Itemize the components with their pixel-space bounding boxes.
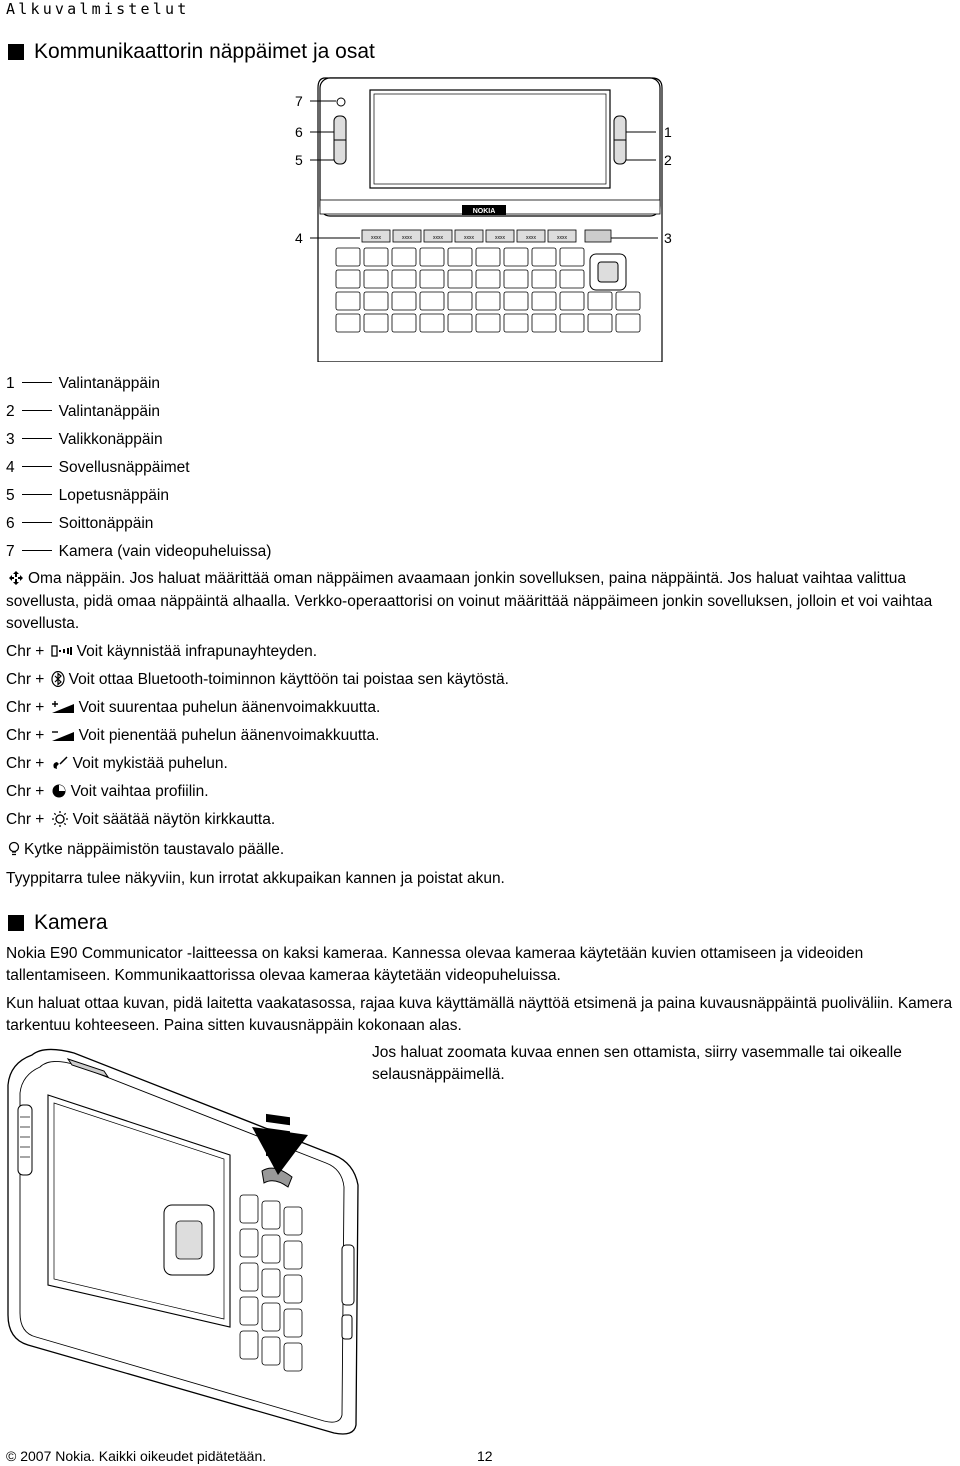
running-header: Alkuvalmistelut bbox=[6, 0, 190, 18]
legend-item: 4 Sovellusnäppäimet bbox=[6, 459, 190, 476]
keypad-key bbox=[262, 1201, 280, 1229]
navi-key-center bbox=[176, 1221, 202, 1259]
keyboard-key bbox=[476, 248, 500, 266]
keyboard-key bbox=[392, 292, 416, 310]
application-key-label: xxxx bbox=[464, 235, 474, 241]
keyboard-key bbox=[448, 248, 472, 266]
infrared-icon bbox=[51, 644, 73, 658]
keypad-key bbox=[240, 1195, 258, 1223]
keyboard-key bbox=[420, 292, 444, 310]
application-key-label: xxxx bbox=[433, 235, 443, 241]
keyboard-key bbox=[560, 270, 584, 288]
keypad-key bbox=[240, 1229, 258, 1257]
application-keys-row bbox=[362, 230, 576, 242]
keyboard-key bbox=[420, 248, 444, 266]
own-key-paragraph: Oma näppäin. Jos haluat määrittää oman näppäimen avaamaan jonkin sovelluksen, paina näppäintä. Jos haluat vaihtaa valittua sovellusta, pidä omaa näppäintä alhaalla. Verkko-operaattorisi on voinut määrittää näppäimeen jonkin sovelluksen, jolloin et voi vaihtaa sovellusta. bbox=[6, 570, 933, 632]
callout-1: 1 bbox=[664, 124, 672, 140]
camera-paragraph-2: Kun haluat ottaa kuvan, pidä laitetta vaakatasossa, rajaa kuva käyttämällä näyttöä etsimenä ja paina kuvausnäppäintä puoliväliin. Kamera tarkentuu kohteeseen. Paina sitten kuvausnäppäin kokonaan alas. bbox=[6, 995, 953, 1034]
callout-4: 4 bbox=[295, 230, 303, 246]
volume-down-icon bbox=[51, 728, 75, 742]
keypad-key bbox=[284, 1309, 302, 1337]
keyboard-key bbox=[336, 314, 360, 332]
legend-item: 2 Valintanäppäin bbox=[6, 403, 161, 420]
keyboard-key bbox=[448, 314, 472, 332]
application-key-label: xxxx bbox=[371, 235, 381, 241]
keyboard-key bbox=[364, 292, 388, 310]
keypad-key bbox=[284, 1275, 302, 1303]
keypad-key bbox=[240, 1263, 258, 1291]
zoom-paragraph: Jos haluat zoomata kuvaa ennen sen ottamista, siirry vasemmalle tai oikealle selausnäppäimellä. bbox=[372, 1044, 902, 1083]
callout-2: 2 bbox=[664, 152, 672, 168]
chr-item-brightness: Chr + Voit säätää näytön kirkkautta. bbox=[6, 811, 276, 828]
keyboard-key bbox=[504, 314, 528, 332]
camera-phone-figure bbox=[4, 1045, 364, 1440]
own-key-icon bbox=[8, 570, 24, 586]
keyboard-key bbox=[532, 270, 556, 288]
legend-item: 7 Kamera (vain videopuheluissa) bbox=[6, 543, 272, 560]
section-bullet bbox=[8, 915, 24, 931]
keypad-key bbox=[284, 1207, 302, 1235]
keyboard-key bbox=[420, 270, 444, 288]
keyboard-key bbox=[560, 314, 584, 332]
keyboard-key bbox=[448, 292, 472, 310]
keyboard-key bbox=[364, 248, 388, 266]
chr-item-mute: Chr + Voit mykistää puhelun. bbox=[6, 755, 228, 772]
keypad-key bbox=[240, 1297, 258, 1325]
chr-item-profile: Chr + Voit vaihtaa profiilin. bbox=[6, 783, 209, 800]
chr-item-bluetooth: Chr + Voit ottaa Bluetooth-toiminnon käyttöön tai poistaa sen käytöstä. bbox=[6, 671, 509, 688]
copyright-footer: © 2007 Nokia. Kaikki oikeudet pidätetään. bbox=[6, 1448, 267, 1464]
typeplate-line: Tyyppitarra tulee näkyviin, kun irrotat akkupaikan kannen ja poistat akun. bbox=[6, 870, 505, 887]
application-key-label: xxxx bbox=[557, 235, 567, 241]
keyboard-key bbox=[532, 314, 556, 332]
keyboard-key bbox=[336, 248, 360, 266]
keyboard-key bbox=[504, 270, 528, 288]
legend-item: 6 Soittonäppäin bbox=[6, 515, 154, 532]
section-title-text: Kommunikaattorin näppäimet ja osat bbox=[34, 40, 375, 63]
backlight-line: Kytke näppäimistön taustavalo päälle. bbox=[6, 839, 284, 861]
bluetooth-icon bbox=[51, 671, 65, 687]
keypad-key bbox=[284, 1343, 302, 1371]
keyboard-key bbox=[588, 314, 612, 332]
callout-6: 6 bbox=[295, 124, 303, 140]
chr-item-volume-down: Chr + Voit pienentää puhelun äänenvoimakkuutta. bbox=[6, 727, 380, 744]
keyboard-key bbox=[532, 248, 556, 266]
legend-item: 1 Valintanäppäin bbox=[6, 375, 161, 392]
keyboard-key bbox=[476, 292, 500, 310]
keyboard-key bbox=[616, 314, 640, 332]
keyboard-key bbox=[532, 292, 556, 310]
legend-item: 3 Valikkonäppäin bbox=[6, 431, 163, 448]
brand-text: NOKIA bbox=[472, 208, 496, 215]
brightness-icon bbox=[51, 810, 69, 828]
camera-lens bbox=[337, 98, 345, 106]
keyboard-key bbox=[392, 314, 416, 332]
callout-3: 3 bbox=[664, 230, 672, 246]
chr-item-volume-up: Chr + Voit suurentaa puhelun äänenvoimakkuutta. bbox=[6, 699, 381, 716]
keypad-key bbox=[284, 1241, 302, 1269]
keyboard-key bbox=[616, 292, 640, 310]
section-title-text: Kamera bbox=[34, 911, 108, 934]
keyboard-key bbox=[364, 314, 388, 332]
keypad-key bbox=[262, 1303, 280, 1331]
keyboard-key bbox=[504, 248, 528, 266]
keypad-key bbox=[262, 1235, 280, 1263]
application-key-label: xxxx bbox=[526, 235, 536, 241]
callout-5: 5 bbox=[295, 152, 303, 168]
section-title-camera bbox=[8, 911, 108, 935]
section-bullet bbox=[8, 44, 24, 60]
keyboard-key bbox=[588, 292, 612, 310]
keyboard-key bbox=[420, 314, 444, 332]
callout-7: 7 bbox=[295, 93, 303, 109]
application-key-label: xxxx bbox=[495, 235, 505, 241]
keypad-key bbox=[240, 1331, 258, 1359]
keyboard-key bbox=[448, 270, 472, 288]
legend-item: 5 Lopetusnäppäin bbox=[6, 487, 169, 504]
application-key-label: xxxx bbox=[402, 235, 412, 241]
keyboard-key bbox=[476, 314, 500, 332]
volume-up-icon bbox=[51, 700, 75, 714]
keyboard-key bbox=[560, 248, 584, 266]
keypad-key bbox=[262, 1269, 280, 1297]
communicator-figure bbox=[290, 72, 690, 362]
backlight-icon bbox=[8, 841, 20, 857]
keyboard-key bbox=[560, 292, 584, 310]
keyboard-key bbox=[336, 292, 360, 310]
keyboard-key bbox=[336, 270, 360, 288]
keyboard-key bbox=[504, 292, 528, 310]
page-number: 12 bbox=[477, 1448, 493, 1464]
chr-item-infrared: Chr + Voit käynnistää infrapunayhteyden. bbox=[6, 643, 318, 660]
keyboard-key bbox=[364, 270, 388, 288]
section-title-keys bbox=[8, 40, 375, 64]
profile-icon bbox=[51, 783, 67, 799]
keyboard-key bbox=[392, 270, 416, 288]
keypad-key bbox=[262, 1337, 280, 1365]
keyboard-key bbox=[392, 248, 416, 266]
mute-icon bbox=[51, 755, 69, 771]
keyboard-key bbox=[476, 270, 500, 288]
camera-paragraph-1: Nokia E90 Communicator -laitteessa on kaksi kameraa. Kannessa olevaa kameraa käytetään kuvien ottamiseen ja videoiden tallentamiseen. Kommunikaattorissa olevaa kameraa käytetään videopuheluissa. bbox=[6, 945, 864, 984]
